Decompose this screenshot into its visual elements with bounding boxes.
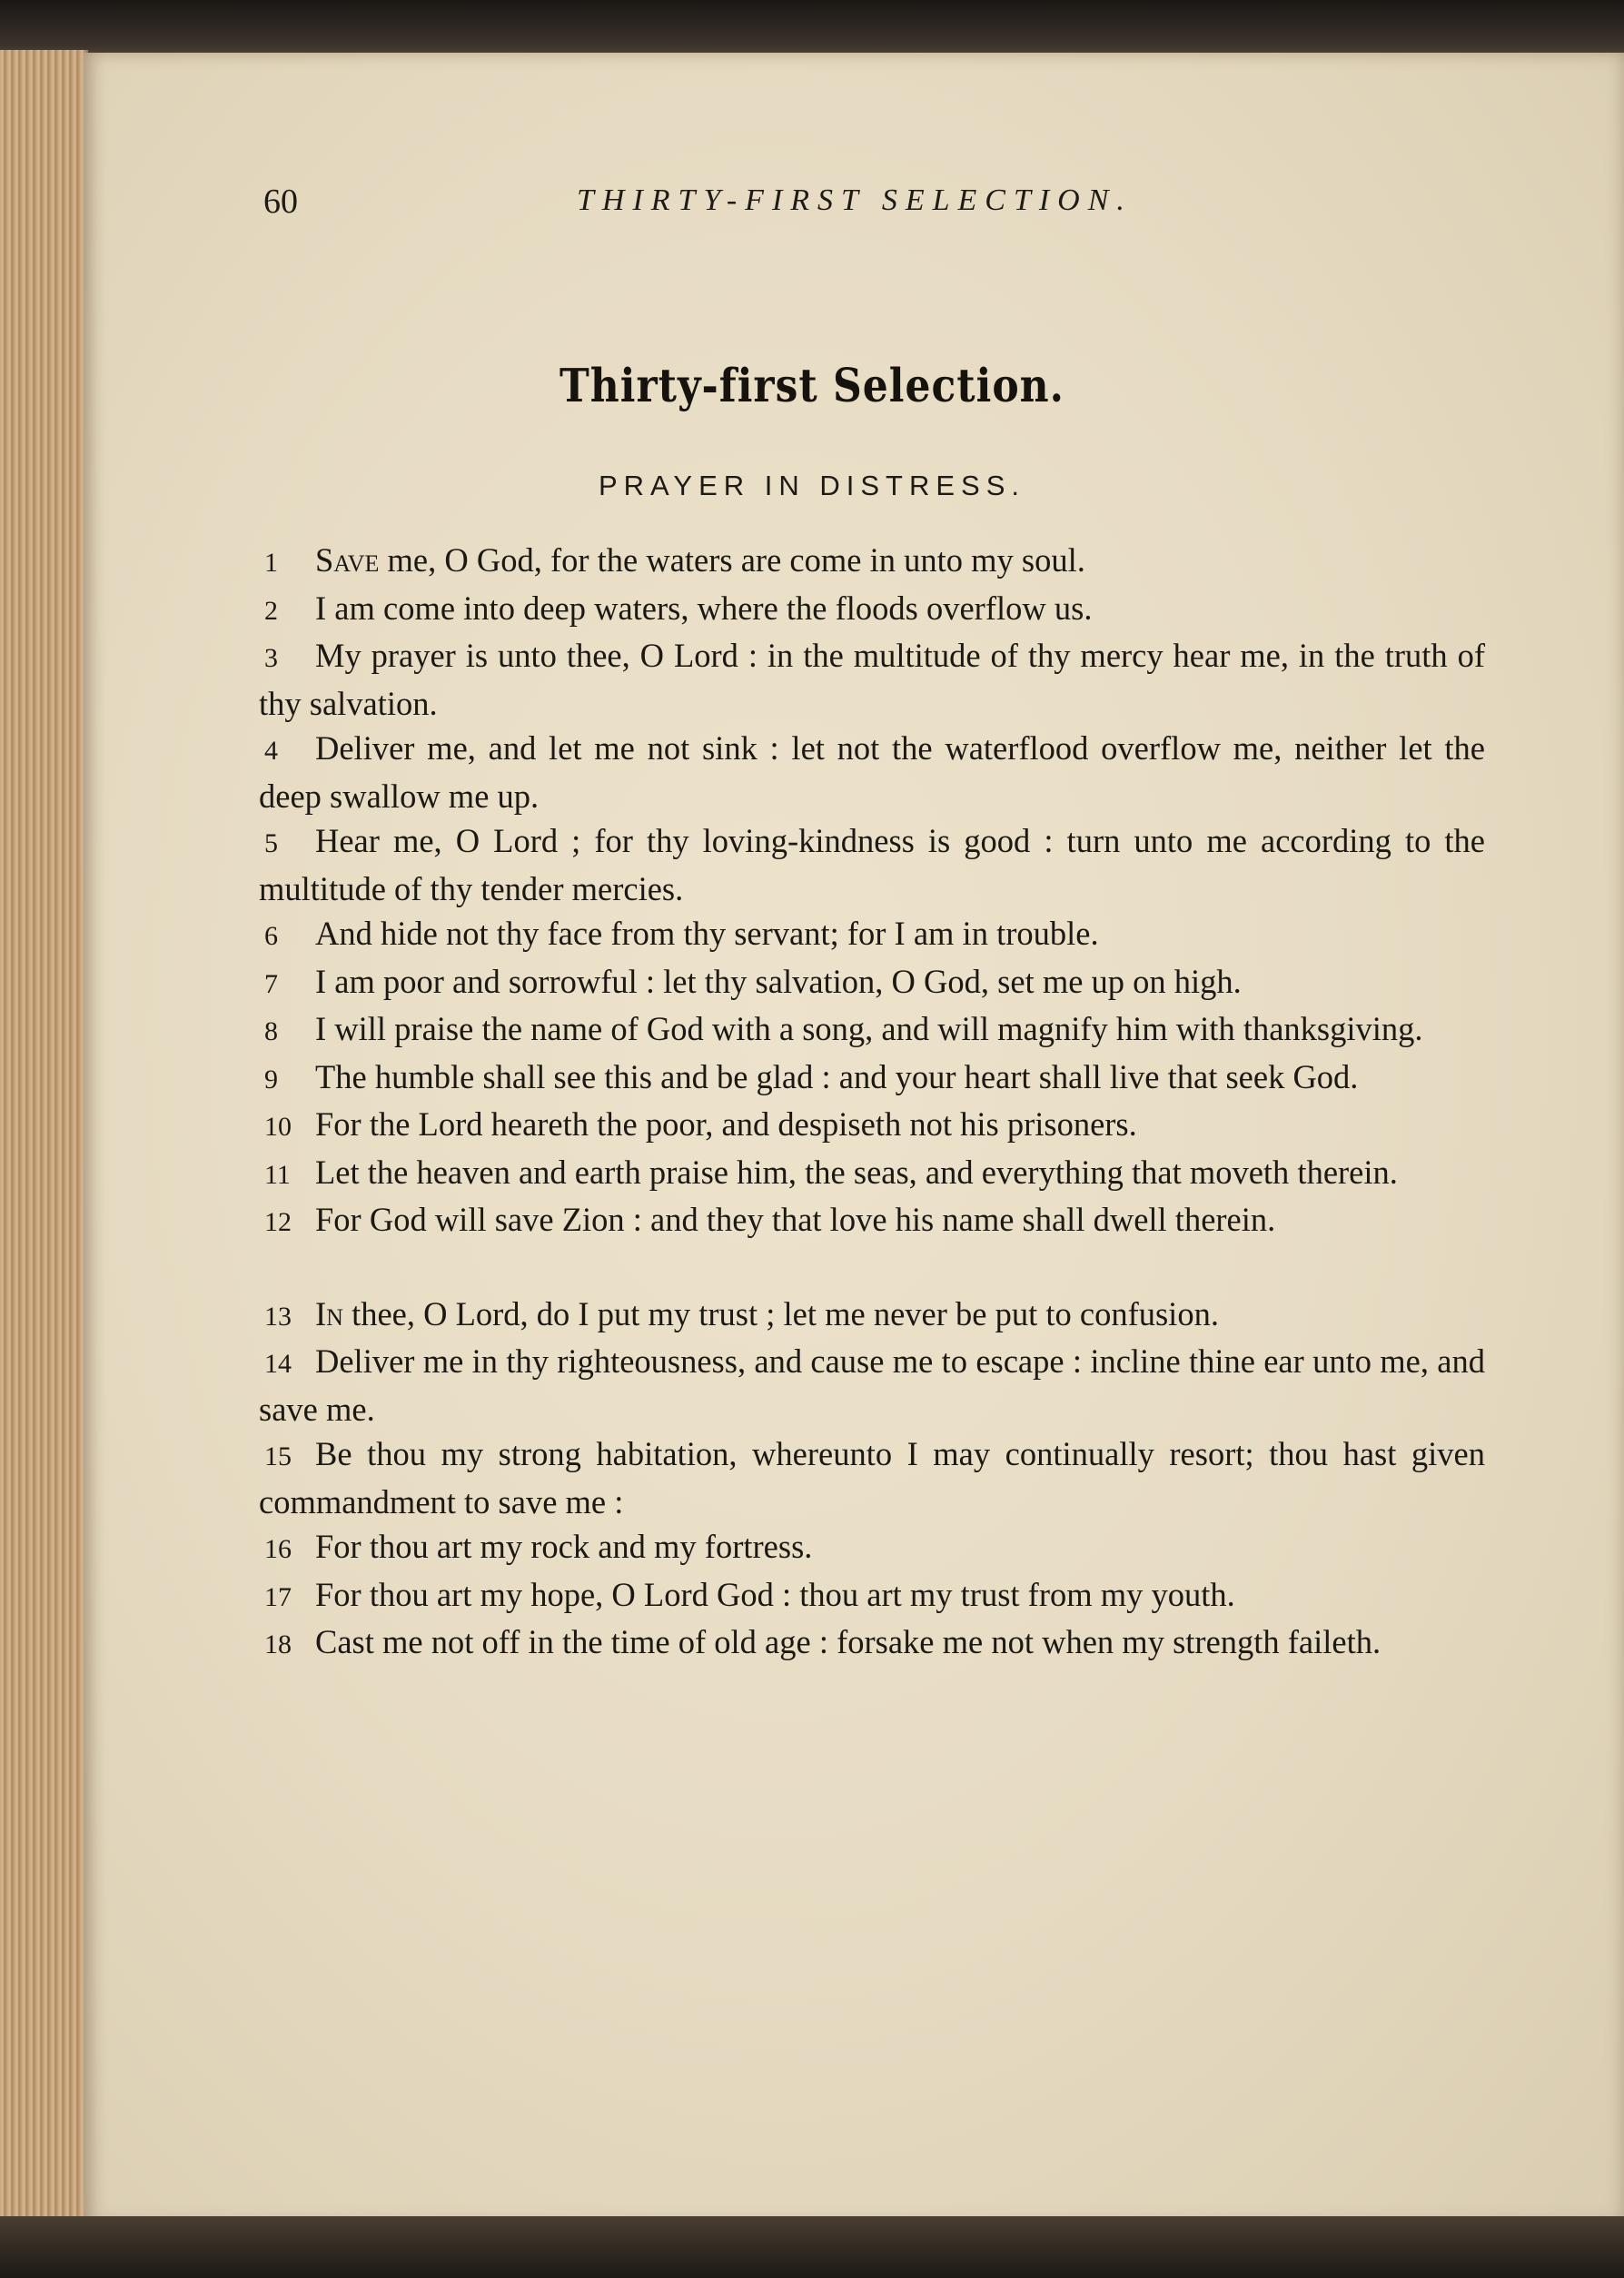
verse-text: me, O God, for the waters are come in unto my soul. (379, 541, 1085, 579)
verse-text: For thou art my hope, O Lord God : thou art my trust from my youth. (315, 1575, 1235, 1613)
verse (259, 1055, 1485, 1103)
verse (259, 538, 1485, 586)
verse-text: For thou art my rock and my fortress. (315, 1528, 813, 1565)
verse-number: 18 (264, 1629, 292, 1659)
verse-number: 17 (264, 1581, 292, 1612)
verse-text: My prayer is unto thee, O Lord : in the multitude of thy mercy hear me, in the truth of thy salvation. (259, 637, 1485, 722)
verse-number: 3 (264, 643, 278, 673)
verse-number: 6 (264, 921, 278, 951)
verse (259, 1102, 1485, 1150)
verse-text: Hear me, O Lord ; for thy loving-kindness is good : turn unto me according to the multitude of thy tender mercies. (259, 822, 1485, 907)
verse (259, 586, 1485, 634)
verse-group-1 (259, 538, 1485, 1245)
verse-number: 2 (264, 595, 278, 626)
verse-text: The humble shall see this and be glad : and your heart shall live that seek God. (315, 1057, 1359, 1095)
verse-text: Let the heaven and earth praise him, the seas, and everything that moveth therein. (315, 1153, 1398, 1191)
verse-lead-word: Save (315, 541, 380, 579)
verse-text: thee, O Lord, do I put my trust ; let me never be put to confusion. (342, 1294, 1219, 1332)
verse-number: 12 (264, 1207, 292, 1237)
psalm-subtitle: PRAYER IN DISTRESS. (598, 470, 1026, 501)
verse (259, 1006, 1485, 1055)
verse-list (259, 538, 1485, 1668)
verse (259, 1150, 1485, 1198)
verse-text: I am poor and sorrowful : let thy salvation, O God, set me up on high. (315, 962, 1242, 1000)
verse (259, 1197, 1485, 1245)
selection-title: Thirty-first Selection. (559, 360, 1065, 413)
verse-number: 15 (264, 1441, 292, 1471)
verse-text: Deliver me, and let me not sink : let not the waterflood overflow me, neither let the deep swallow me up. (259, 729, 1485, 815)
verse-text: I am come into deep waters, where the floods overflow us. (315, 589, 1093, 627)
verse (259, 911, 1485, 959)
verse-group-2 (259, 1292, 1485, 1668)
verse-text: For God will save Zion : and they that love his name shall dwell therein. (315, 1201, 1276, 1238)
verse (259, 1292, 1485, 1340)
stanza-gap (259, 1245, 1485, 1292)
verse-number: 10 (264, 1112, 292, 1142)
verse-number: 1 (264, 548, 278, 578)
verse-text: For the Lord heareth the poor, and despiseth not his prisoners. (315, 1105, 1137, 1143)
verse-number: 16 (264, 1534, 292, 1564)
verse-text: I will praise the name of God with a song, and will magnify him with thanksgiving. (315, 1010, 1423, 1047)
verse (259, 1431, 1485, 1524)
page-number: 60 (263, 183, 298, 221)
verse-number: 9 (264, 1064, 278, 1094)
verse-number: 5 (264, 828, 278, 858)
verse (259, 726, 1485, 818)
running-title: THIRTY-FIRST SELECTION. (577, 183, 1133, 217)
verse (259, 1524, 1485, 1572)
verse-number: 7 (264, 968, 278, 999)
verse-text: And hide not thy face from thy servant; for I am in trouble. (315, 915, 1099, 952)
verse-number: 13 (264, 1301, 292, 1332)
verse (259, 818, 1485, 911)
verse (259, 1339, 1485, 1431)
book-cover-bottom (0, 2216, 1624, 2278)
verse-text: Be thou my strong habitation, whereunto I may continually resort; thou hast given commandment to save me : (259, 1435, 1485, 1520)
verse-text: Cast me not off in the time of old age : forsake me not when my strength faileth. (315, 1623, 1381, 1660)
verse-number: 11 (264, 1159, 291, 1190)
verse (259, 959, 1485, 1007)
verse-lead-word: In (315, 1294, 343, 1332)
verse (259, 1619, 1485, 1668)
verse-number: 14 (264, 1349, 292, 1379)
verse-text: Deliver me in thy righteousness, and cause me to escape : incline thine ear unto me, and save me. (259, 1342, 1485, 1428)
verse (259, 1572, 1485, 1620)
verse-number: 8 (264, 1016, 278, 1046)
verse-number: 4 (264, 736, 278, 766)
verse (259, 633, 1485, 726)
running-head (263, 182, 1480, 236)
